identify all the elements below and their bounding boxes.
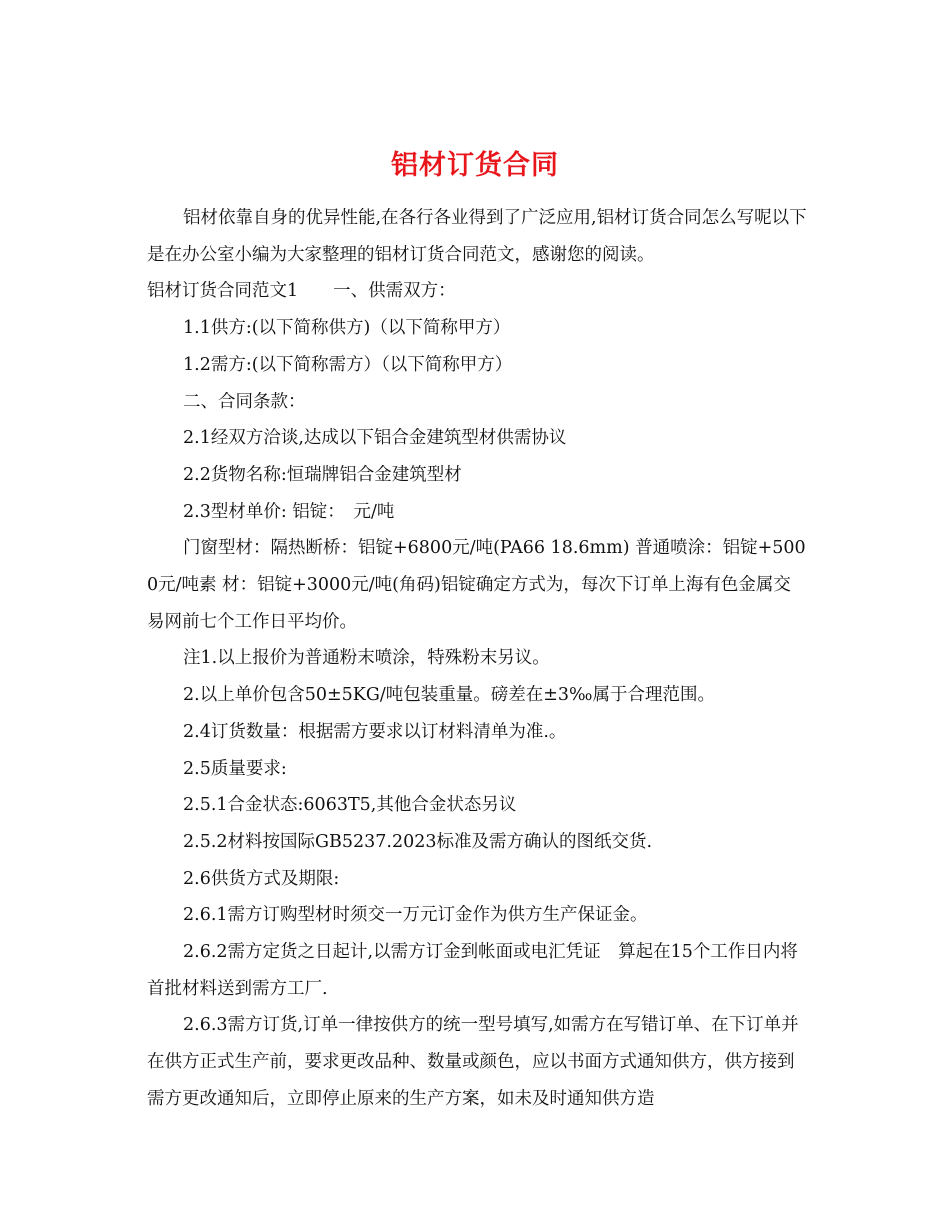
paragraph: 2.3型材单价: 铝锭： 元/吨 xyxy=(183,501,395,522)
paragraph: 注1.以上报价为普通粉末喷涂，特殊粉末另议。 xyxy=(183,648,550,669)
paragraph: 1.2需方:(以下简称需方）（以下简称甲方） xyxy=(183,354,513,375)
paragraph: 2.5.1合金状态:6063T5,其他合金状态另议 xyxy=(183,795,517,816)
paragraph: 2.2货物名称:恒瑞牌铝合金建筑型材 xyxy=(183,464,462,485)
document-title: 铝材订货合同 xyxy=(391,150,559,182)
document-body xyxy=(147,200,807,1118)
paragraph: 2.6供货方式及期限: xyxy=(183,868,340,889)
paragraph: 二、合同条款： xyxy=(183,391,306,412)
paragraph: 1.1供方:(以下简称供方)（以下简称甲方） xyxy=(183,318,511,339)
paragraph: 2.6.2需方定货之日起计,以需方订金到帐面或电汇凭证 算起在15个工作日内将首批材料送到需方工厂. xyxy=(147,942,798,999)
paragraph: 2.6.1需方订购型材时须交一万元订金作为供方生产保证金。 xyxy=(183,905,648,926)
paragraph: 铝材依靠自身的优异性能,在各行各业得到了广泛应用,铝材订货合同怎么写呢以下是在办公室小编为大家整理的铝材订货合同范文，感谢您的阅读。 xyxy=(147,208,807,265)
paragraph: 2.4订货数量：根据需方要求以订材料清单为准.。 xyxy=(183,721,567,742)
paragraph: 2.5.2材料按国际GB5237.2023标准及需方确认的图纸交货. xyxy=(183,831,653,852)
paragraph: 2.5质量要求: xyxy=(183,758,287,779)
paragraph: 2.6.3需方订货,订单一律按供方的统一型号填写,如需方在写错订单、在下订单并在供方正式生产前，要求更改品种、数量或颜色，应以书面方式通知供方，供方接到需方更改通知后，立即停止原来的生产方案，如未及时通知供方造 xyxy=(147,1015,799,1109)
paragraph: 门窗型材：隔热断桥：铝锭+6800元/吨(PA66 18.6mm) 普通喷涂：铝锭+5000元/吨素 材：铝锭+3000元/吨(角码)铝锭确定方式为，每次下订单上海有色金属交易网前七个工作日平均价。 xyxy=(147,538,806,632)
paragraph: 2.以上单价包含50±5KG/吨包装重量。磅差在±3‰属于合理范围。 xyxy=(183,685,715,706)
paragraph: 铝材订货合同范文1 一、供需双方： xyxy=(147,281,456,302)
paragraph: 2.1经双方洽谈,达成以下铝合金建筑型材供需协议 xyxy=(183,428,567,449)
